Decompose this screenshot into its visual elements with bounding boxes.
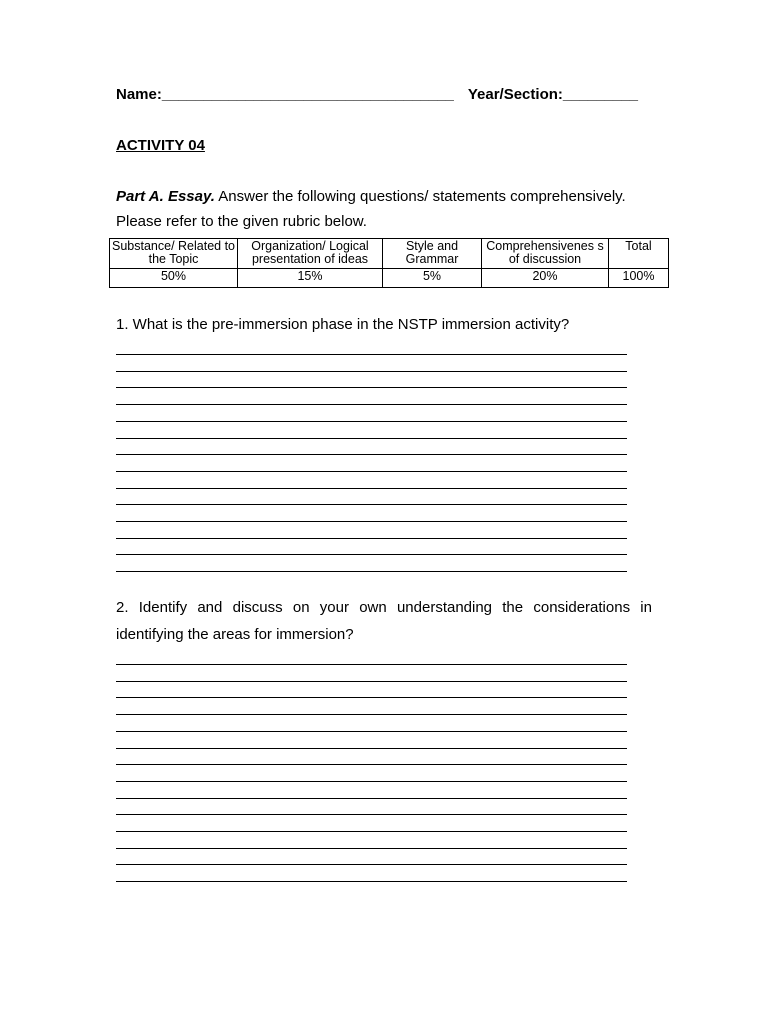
- rubric-value-total: 100%: [609, 269, 669, 288]
- rubric-table: [109, 238, 669, 288]
- answer-line[interactable]: [116, 371, 627, 372]
- answer-line[interactable]: [116, 488, 627, 489]
- rubric-header-comprehensiveness: Comprehensivenes s of discussion: [482, 239, 609, 269]
- name-blank: ___________________________________: [161, 86, 454, 103]
- rubric-header-style: Style and Grammar: [383, 239, 482, 269]
- year-section-blank: _________: [562, 86, 638, 103]
- answer-line[interactable]: [116, 748, 627, 749]
- part-label: Part A. Essay.: [116, 188, 215, 205]
- answer-line[interactable]: [116, 421, 627, 422]
- answer-line[interactable]: [116, 387, 627, 388]
- answer-line[interactable]: [116, 354, 627, 355]
- answer-line[interactable]: [116, 831, 627, 832]
- answer-line[interactable]: [116, 438, 627, 439]
- answer-line[interactable]: [116, 664, 627, 665]
- answer-line[interactable]: [116, 697, 627, 698]
- answer-line[interactable]: [116, 798, 627, 799]
- instructions-text: Answer the following questions/ statements comprehensively. Please refer to the given rubric below.: [116, 188, 626, 230]
- activity-title: ACTIVITY 04: [116, 137, 205, 154]
- instructions: [116, 184, 656, 234]
- answer-line[interactable]: [116, 471, 627, 472]
- rubric-value-row: [110, 269, 669, 288]
- answer-line[interactable]: [116, 571, 627, 572]
- year-section-label: Year/Section:: [467, 86, 563, 103]
- rubric-header-organization: Organization/ Logical presentation of ideas: [238, 239, 383, 269]
- answer-line[interactable]: [116, 554, 627, 555]
- answer-line[interactable]: [116, 521, 627, 522]
- rubric-header-substance: Substance/ Related to the Topic: [110, 239, 238, 269]
- answer-line[interactable]: [116, 538, 627, 539]
- rubric-value-substance: 50%: [110, 269, 238, 288]
- answer-line[interactable]: [116, 848, 627, 849]
- answer-line[interactable]: [116, 454, 627, 455]
- question-1: 1. What is the pre-immersion phase in the NSTP immersion activity?: [116, 316, 570, 333]
- student-info-line: [116, 86, 638, 103]
- answer-line[interactable]: [116, 864, 627, 865]
- rubric-header-total: Total: [609, 239, 669, 269]
- answer-line[interactable]: [116, 814, 627, 815]
- answer-line[interactable]: [116, 504, 627, 505]
- answer-line[interactable]: [116, 731, 627, 732]
- question-2: 2. Identify and discuss on your own understanding the considerations in identifying the areas for immersion?: [116, 599, 652, 643]
- answer-line[interactable]: [116, 764, 627, 765]
- rubric-value-comprehensiveness: 20%: [482, 269, 609, 288]
- answer-line[interactable]: [116, 781, 627, 782]
- answer-line[interactable]: [116, 681, 627, 682]
- name-label: Name:: [116, 86, 162, 103]
- answer-line[interactable]: [116, 714, 627, 715]
- rubric-value-style: 5%: [383, 269, 482, 288]
- rubric-header-row: [110, 239, 669, 269]
- answer-line[interactable]: [116, 881, 627, 882]
- answer-line[interactable]: [116, 404, 627, 405]
- rubric-value-organization: 15%: [238, 269, 383, 288]
